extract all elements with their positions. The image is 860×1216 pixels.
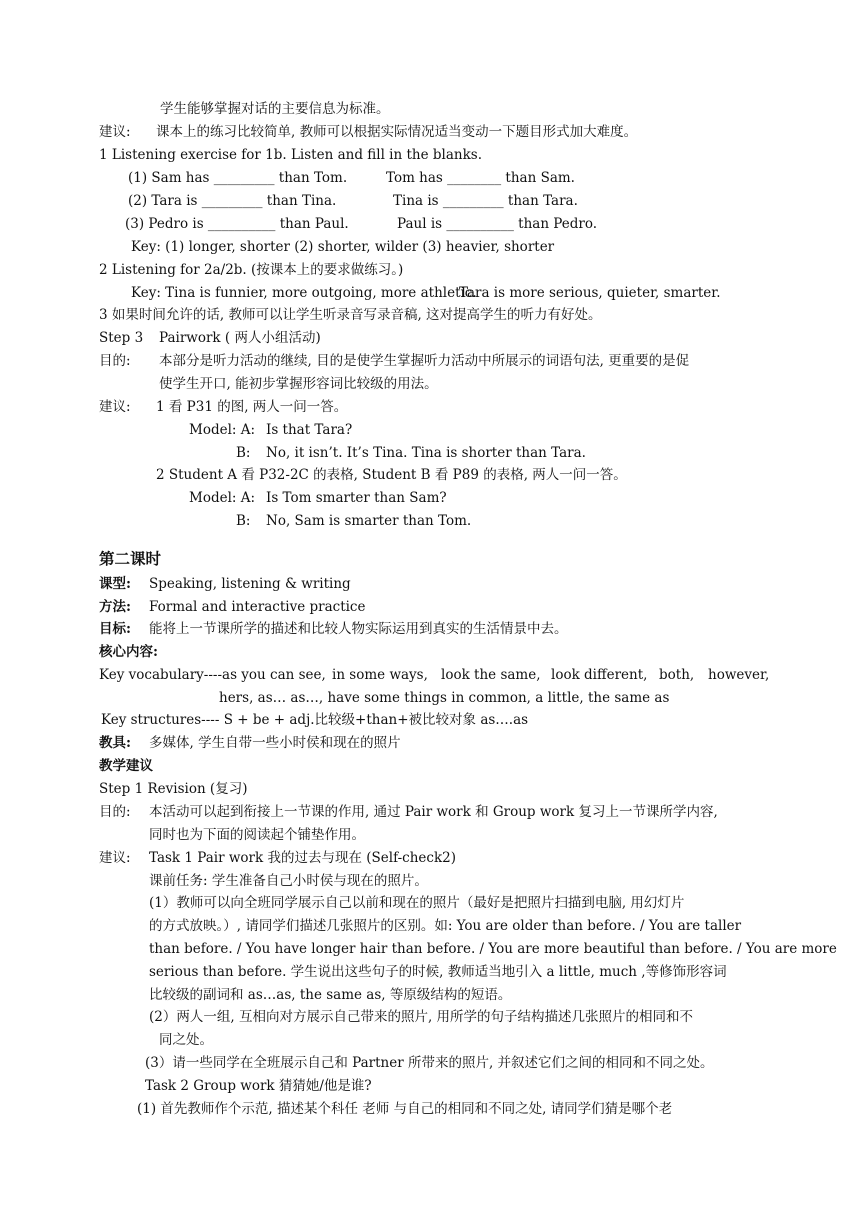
label-goal: 目标: (99, 621, 131, 637)
subsection-title: 教学建议 (99, 758, 153, 774)
model-label: Model: A: (189, 490, 256, 506)
step-label: Step 1 Revision (复习) (99, 781, 248, 797)
step-title: Pairwork ( 两人小组活动) (159, 330, 321, 346)
goal-value: 能将上一节课所学的描述和比较人物实际运用到真实的生活情景中去。 (149, 621, 568, 637)
model-line: No, it isn’t. It’s Tina. Tina is shorter than Tara. (266, 445, 586, 461)
text-line: 同之处。 (159, 1032, 213, 1048)
vocab-item: Key vocabulary----as you can see, (99, 667, 326, 683)
exercise-item: (2) Tara is _________ than Tina. (128, 193, 337, 209)
text-line: 2 Listening for 2a/2b. (按课本上的要求做练习。) (99, 262, 404, 278)
label-type: 课型: (99, 576, 131, 592)
vocab-line: hers, as… as…, have some things in common, a little, the same as (219, 690, 670, 706)
text-line: 的方式放映。）, 请同学们描述几张照片的区别。如: You are older than before. / You are taller (149, 918, 742, 934)
model-label: B: (236, 445, 251, 461)
text-line: 课本上的练习比较简单, 教师可以根据实际情况适当变动一下题目形式加大难度。 (156, 124, 638, 140)
text-line: (3）请一些同学在全班展示自己和 Partner 所带来的照片, 并叙述它们之间的相同和不同之处。 (145, 1055, 714, 1071)
text-line: 同时也为下面的阅读起个铺垫作用。 (149, 827, 365, 843)
task-title: Task 1 Pair work 我的过去与现在 (Self-check2) (149, 850, 457, 866)
text-line: serious than before. 学生说出这些句子的时候, 教师适当地引入 a little, much ,等修饰形容词 (149, 964, 727, 980)
text-line: 1 看 P31 的图, 两人一问一答。 (156, 399, 348, 415)
exercise-item: Tom has ________ than Sam. (386, 170, 575, 186)
label-suggestion: 建议: (99, 124, 131, 140)
label-tools: 教具: (99, 735, 131, 751)
label-core: 核心内容: (99, 644, 158, 660)
answer-key: Key: Tina is funnier, more outgoing, more athletic. (131, 285, 477, 301)
model-label: Model: A: (189, 422, 256, 438)
label-suggestion: 建议: (99, 850, 131, 866)
section-title: 第二课时 (99, 549, 162, 568)
task-title: Task 2 Group work 猜猜她/他是谁? (145, 1078, 372, 1094)
text-line: 本活动可以起到衔接上一节课的作用, 通过 Pair work 和 Group work 复习上一节课所学内容, (149, 804, 718, 820)
answer-key: Key: (1) longer, shorter (2) shorter, wilder (3) heavier, shorter (131, 239, 555, 255)
text-line: 本部分是听力活动的继续, 目的是使学生掌握听力活动中所展示的词语句法, 更重要的是促 (159, 353, 690, 369)
text-line: 3 如果时间允许的话, 教师可以让学生听录音写录音稿, 这对提高学生的听力有好处。 (99, 307, 602, 323)
text-line: 比较级的副词和 as…as, the same as, 等原级结构的短语。 (149, 987, 512, 1003)
label-aim: 目的: (99, 353, 131, 369)
vocab-item: look different, (551, 667, 648, 683)
exercise-item: (3) Pedro is __________ than Paul. (125, 216, 349, 232)
model-line: No, Sam is smarter than Tom. (266, 513, 472, 529)
text-line: (1）教师可以向全班同学展示自己以前和现在的照片（最好是把照片扫描到电脑, 用幻灯片 (149, 895, 685, 911)
method-value: Formal and interactive practice (149, 599, 366, 615)
exercise-item: Tina is _________ than Tara. (393, 193, 578, 209)
tools-value: 多媒体, 学生自带一些小时侯和现在的照片 (149, 735, 401, 751)
exercise-item: (1) Sam has _________ than Tom. (128, 170, 348, 186)
vocab-item: in some ways, (332, 667, 428, 683)
label-aim: 目的: (99, 804, 131, 820)
answer-key: Tara is more serious, quieter, smarter. (459, 285, 721, 301)
model-line: Is Tom smarter than Sam? (266, 490, 447, 506)
text-line: than before. / You have longer hair than before. / You are more beautiful than before. / You are more (149, 941, 837, 957)
type-value: Speaking, listening & writing (149, 576, 351, 592)
step-label: Step 3 (99, 330, 144, 346)
text-line: 2 Student A 看 P32-2C 的表格, Student B 看 P89 的表格, 两人一问一答。 (156, 467, 627, 483)
text-line: 学生能够掌握对话的主要信息为标准。 (160, 101, 390, 117)
model-line: Is that Tara? (266, 422, 353, 438)
model-label: B: (236, 513, 251, 529)
vocab-item: however, (708, 667, 770, 683)
text-line: (1) 首先教师作个示范, 描述某个科任 老师 与自己的相同和不同之处, 请同学们猜是哪个老 (137, 1101, 673, 1117)
exercise-item: Paul is __________ than Pedro. (397, 216, 598, 232)
structures-line: Key structures---- S + be + adj.比较级+than+被比较对象 as….as (101, 712, 529, 728)
text-line: (2）两人一组, 互相向对方展示自己带来的照片, 用所学的句子结构描述几张照片的相同和不 (149, 1009, 694, 1025)
vocab-item: look the same, (441, 667, 541, 683)
vocab-item: both, (659, 667, 695, 683)
text-line: 使学生开口, 能初步掌握形容词比较级的用法。 (159, 376, 438, 392)
text-line: 1 Listening exercise for 1b. Listen and fill in the blanks. (99, 147, 482, 163)
text-line: 课前任务: 学生准备自己小时侯与现在的照片。 (149, 873, 428, 889)
label-method: 方法: (99, 599, 131, 615)
label-suggestion: 建议: (99, 399, 131, 415)
